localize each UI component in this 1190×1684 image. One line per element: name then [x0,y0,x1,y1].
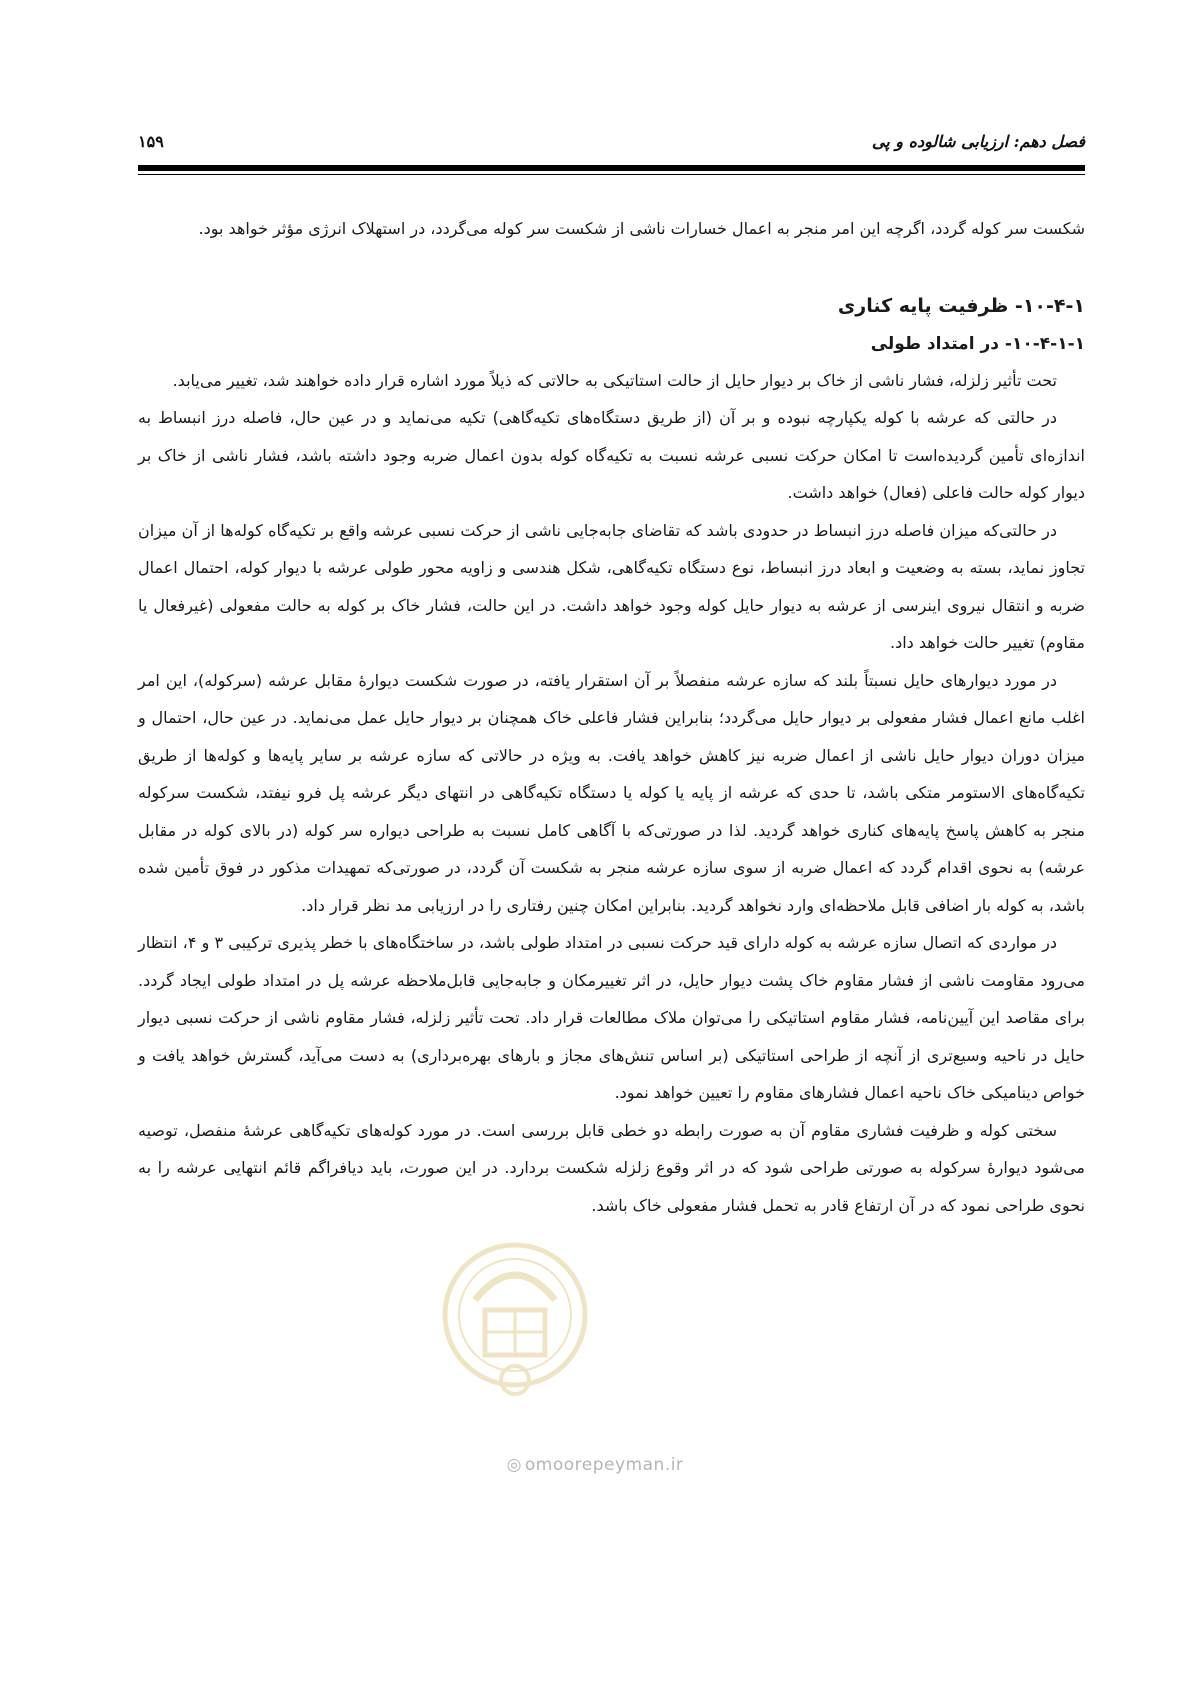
page-header [138,124,1085,164]
paragraph: در حالتی که عرشه با کوله یکپارچه نبوده و بر آن (از طریق دستگاه‌های تکیه‌گاهی) تکیه می‌نماید و در عین حال، فاصله درز انبساط به اندازه‌ای تأمین گردیده‌است تا امکان حرکت نسبی عرشه نسبت به تکیه‌گاه کوله بدون اعمال ضربه وجود داشته باشد، فشار ناشی از خاک بر دیوار کوله حالت فاعلی (فعال) خواهد داشت. [138,408,1085,502]
watermark-seal-icon [435,1230,595,1420]
section-heading: ۱۰-۴-۱- ظرفیت پایه کناری [837,294,1085,317]
paragraph: در مورد دیوارهای حایل نسبتاً بلند که سازه عرشه منفصلاً بر آن استقرار یافته، در صورت شکست دیوارهٔ مقابل عرشه (سرکوله)، این امر اغلب مانع اعمال فشار مفعولی بر دیوار حایل می‌گردد؛ بنابراین فشار فاعلی خاک همچنان بر دیوار حایل عمل می‌نماید. در عین حال، احتمال و میزان دوران دیوار حایل ناشی از اعمال ضربه نیز کاهش خواهد یافت. به ویژه در حالاتی که سازه عرشه بر سایر پایه‌ها و کوله‌ها از طریق تکیه‌گاه‌های الاستومر متکی باشد، تا حدی که عرشه از پایه یا کوله یا دستگاه تکیه‌گاهی در انتهای دیگر عرشه پل فرو نیفتد، شکست سرکوله منجر به کاهش پاسخ پایه‌های کناری خواهد گردید. لذا در صورتی‌که با آگاهی کامل نسبت به طراحی دیواره سر کوله (در بالای کوله در مقابل عرشه) به نحوی اقدام گردد که اعمال ضربه از سوی سازه عرشه منجر به شکست آن گردد، در صورتی‌که تمهیدات مذکور در فوق تأمین شده باشد، به کوله بار اضافی قابل ملاحظه‌ای وارد نخواهد گردید. بنابراین امکان چنین رفتاری را در ارزیابی مد نظر قرار داد. [138,670,1085,915]
paragraph: در مواردی که اتصال سازه عرشه به کوله دارای قید حرکت نسبی در امتداد طولی باشد، در ساختگاه‌های با خطر پذیری ترکیبی ۳ و ۴، انتظار می‌رود مقاومت ناشی از فشار مقاوم خاک پشت دیوار حایل، در اثر تغییرمکان و جابه‌جایی قابل‌ملاحظه عرشه پل در امتداد طولی ایجاد گردد. برای مقاصد این آیین‌نامه، فشار مقاوم استاتیکی را می‌توان ملاک مطالعات قرار داد. تحت تأثیر زلزله، فشار مقاوم ناشی از حرکت نسبی دیوار حایل در ناحیه وسیع‌تری از آنچه از طراحی استاتیکی (بر اساس تنش‌های مجاز و بارهای بهره‌برداری) به دست می‌آید، گسترش خواهد یافت و خواص دینامیکی خاک ناحیه اعمال فشارهای مقاوم را تعیین خواهد نمود. [138,933,1085,1102]
intro-paragraph: شکست سر کوله گردد، اگرچه این امر منجر به اعمال خسارات ناشی از شکست سر کوله می‌گردد، در استهلاک انرژی مؤثر خواهد بود. [198,219,1085,238]
instagram-at-icon: ◎ [506,1455,522,1475]
watermark-site [0,1455,1190,1475]
header-rule-thin [138,174,1085,175]
paragraph: سختی کوله و ظرفیت فشاری مقاوم آن به صورت رابطه دو خطی قابل بررسی است. در مورد کوله‌های تکیه‌گاهی عرشهٔ منفصل، توصیه می‌شود دیوارهٔ سرکوله به صورتی طراحی شود که در اثر وقوع زلزله شکست بردارد. در این صورت، باید دیافراگم قائم انتهایی عرشه را به نحوی طراحی نمود که در آن ارتفاع قادر به تحمل فشار مفعولی خاک باشد. [138,1120,1085,1215]
chapter-title: فصل دهم: ارزیابی شالوده و پی [871,132,1085,151]
page-number: ۱۵۹ [138,132,164,151]
subsection-heading: ۱۰-۴-۱-۱- در امتداد طولی [870,333,1085,354]
paragraph: تحت تأثیر زلزله، فشار ناشی از خاک بر دیوار حایل از حالت استاتیکی به حالاتی که ذیلاً مورد اشاره قرار داده خواهند شد، تغییر می‌یابد. [172,370,1057,390]
header-rule-thick [138,165,1085,171]
paragraph: در حالتی‌که میزان فاصله درز انبساط در حدودی باشد که تقاضای جابه‌جایی ناشی از حرکت نسبی عرشه واقع بر تکیه‌گاه کوله‌ها از آن میزان تجاوز نماید، بسته به وضعیت و ابعاد درز انبساط، نوع دستگاه تکیه‌گاهی، شکل هندسی و زاویه محور طولی عرشه با دیوار کوله، احتمال اعمال ضربه و انتقال نیروی اینرسی از عرشه به دیوار حایل کوله وجود خواهد داشت. در این حالت، فشار خاک بر کوله به حالت مفعولی (غیرفعال یا مقاوم) تغییر حالت خواهد داد. [138,520,1085,652]
watermark-site-label: omoorepeyman.ir [524,1455,684,1475]
body-text [138,210,1085,1224]
